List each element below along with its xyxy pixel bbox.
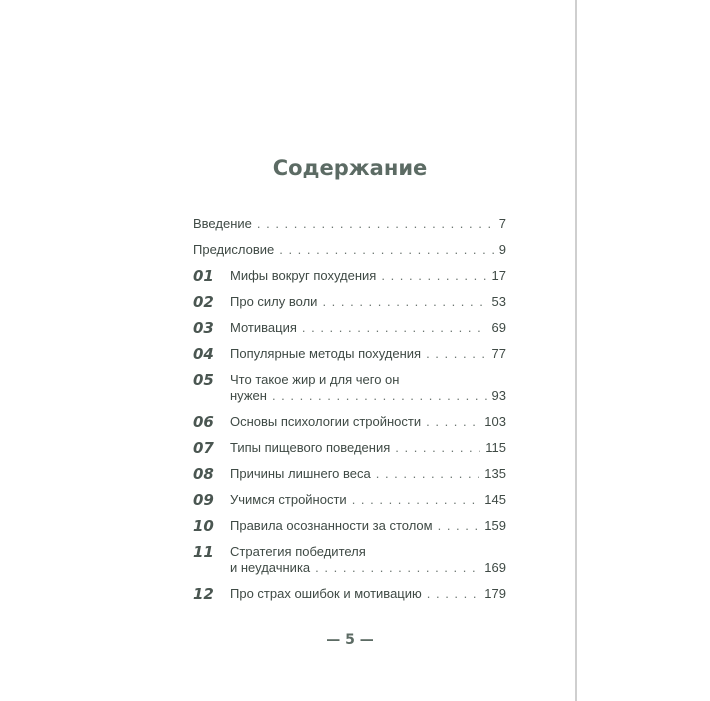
dot-leader xyxy=(427,586,480,602)
toc-entry-page: 179 xyxy=(484,586,506,601)
toc-entry-title: Про страх ошибок и мотивацию xyxy=(230,586,422,601)
toc-entry-body xyxy=(230,518,506,534)
toc-entry-body xyxy=(230,372,506,404)
dot-leader xyxy=(376,466,480,482)
chapter-number: 01 xyxy=(193,267,214,285)
toc-entry-page: 53 xyxy=(491,294,506,309)
toc-entry-title: Про силу воли xyxy=(230,294,318,309)
chapter-number: 05 xyxy=(193,371,214,389)
page-number: — 5 — xyxy=(326,632,374,648)
toc-entry-line xyxy=(193,216,506,232)
toc-entry xyxy=(193,242,506,258)
dot-leader xyxy=(279,242,494,258)
toc-entry-title: Мифы вокруг похудения xyxy=(230,268,377,283)
toc-entry-line xyxy=(230,586,506,602)
page-spine-divider xyxy=(575,0,577,701)
toc-entry-page: 69 xyxy=(491,320,506,335)
toc-entry-body xyxy=(230,320,506,336)
toc-entry-line xyxy=(230,414,506,430)
toc-entry-page: 9 xyxy=(498,242,506,257)
toc-entry-line xyxy=(230,346,506,362)
toc-entry-title: Правила осознанности за столом xyxy=(230,518,433,533)
dot-leader xyxy=(272,388,487,404)
toc-entry-page: 145 xyxy=(484,492,506,507)
toc-entry-line xyxy=(230,320,506,336)
toc-entry xyxy=(193,294,506,310)
toc-entry-line xyxy=(230,388,506,404)
chapter-number: 03 xyxy=(193,319,214,337)
toc-entry-title-first-line: Что такое жир и для чего он xyxy=(230,372,400,387)
toc-entry-title: Мотивация xyxy=(230,320,297,335)
toc-entry-line xyxy=(230,268,506,284)
toc-entry xyxy=(193,372,506,404)
toc-entry xyxy=(193,346,506,362)
toc-entry-page: 115 xyxy=(485,440,506,455)
toc-entry-title: и неудачника xyxy=(230,560,311,575)
dot-leader xyxy=(426,414,479,430)
toc-entry xyxy=(193,544,506,576)
toc-entry xyxy=(193,518,506,534)
toc-entry-page: 135 xyxy=(484,466,506,481)
toc-entry-body xyxy=(193,242,506,258)
dot-leader xyxy=(302,320,487,336)
toc-entry xyxy=(193,414,506,430)
toc-entry-line xyxy=(230,466,506,482)
toc-entry-page: 169 xyxy=(484,560,506,575)
toc-entry-body xyxy=(230,586,506,602)
chapter-number: 11 xyxy=(193,543,214,561)
toc-entry xyxy=(193,466,506,482)
toc-entry-body xyxy=(193,216,506,232)
dot-leader xyxy=(395,440,480,456)
toc-entry-body xyxy=(230,492,506,508)
toc-entry xyxy=(193,586,506,602)
chapter-number: 06 xyxy=(193,413,214,431)
toc-entry-page: 7 xyxy=(498,216,506,231)
toc-entry-body xyxy=(230,440,506,456)
toc-entry-line xyxy=(230,440,506,456)
toc-entry-line xyxy=(193,242,506,258)
toc-entry-line xyxy=(230,294,506,310)
toc-entry-title: Основы психологии стройности xyxy=(230,414,422,429)
chapter-number: 09 xyxy=(193,491,214,509)
toc-entry-line xyxy=(230,492,506,508)
chapter-number: 10 xyxy=(193,517,214,535)
toc-entry-page: 159 xyxy=(484,518,506,533)
toc-entry-title: Введение xyxy=(193,216,252,231)
chapter-number: 08 xyxy=(193,465,214,483)
table-of-contents xyxy=(193,216,506,612)
toc-entry xyxy=(193,492,506,508)
toc-entry-body xyxy=(230,268,506,284)
toc-entry xyxy=(193,440,506,456)
toc-entry-line xyxy=(230,518,506,534)
toc-entry-body xyxy=(230,414,506,430)
dot-leader xyxy=(315,560,479,576)
toc-entry-title: Типы пищевого поведения xyxy=(230,440,391,455)
dot-leader xyxy=(352,492,480,508)
toc-entry xyxy=(193,320,506,336)
chapter-number: 02 xyxy=(193,293,214,311)
toc-entry-title: Учимся стройности xyxy=(230,492,347,507)
dot-leader xyxy=(257,216,494,232)
toc-entry-title-first-line: Стратегия победителя xyxy=(230,544,366,559)
toc-entry-title: нужен xyxy=(230,388,267,403)
toc-entry-body xyxy=(230,466,506,482)
toc-entry-page: 103 xyxy=(484,414,506,429)
toc-entry-title: Предисловие xyxy=(193,242,275,257)
toc-entry-page: 77 xyxy=(491,346,506,361)
dot-leader xyxy=(381,268,486,284)
toc-entry-page: 93 xyxy=(491,388,506,403)
toc-entry-line xyxy=(230,560,506,576)
dot-leader xyxy=(438,518,480,534)
toc-entry-body xyxy=(230,346,506,362)
page-title: Содержание xyxy=(272,156,428,180)
toc-entry xyxy=(193,268,506,284)
toc-entry-body xyxy=(230,544,506,576)
chapter-number: 12 xyxy=(193,585,214,603)
chapter-number: 07 xyxy=(193,439,214,457)
toc-entry-body xyxy=(230,294,506,310)
chapter-number: 04 xyxy=(193,345,214,363)
dot-leader xyxy=(426,346,486,362)
toc-entry-page: 17 xyxy=(491,268,506,283)
toc-entry-title: Популярные методы похудения xyxy=(230,346,422,361)
toc-entry-title: Причины лишнего веса xyxy=(230,466,371,481)
dot-leader xyxy=(322,294,486,310)
toc-entry xyxy=(193,216,506,232)
